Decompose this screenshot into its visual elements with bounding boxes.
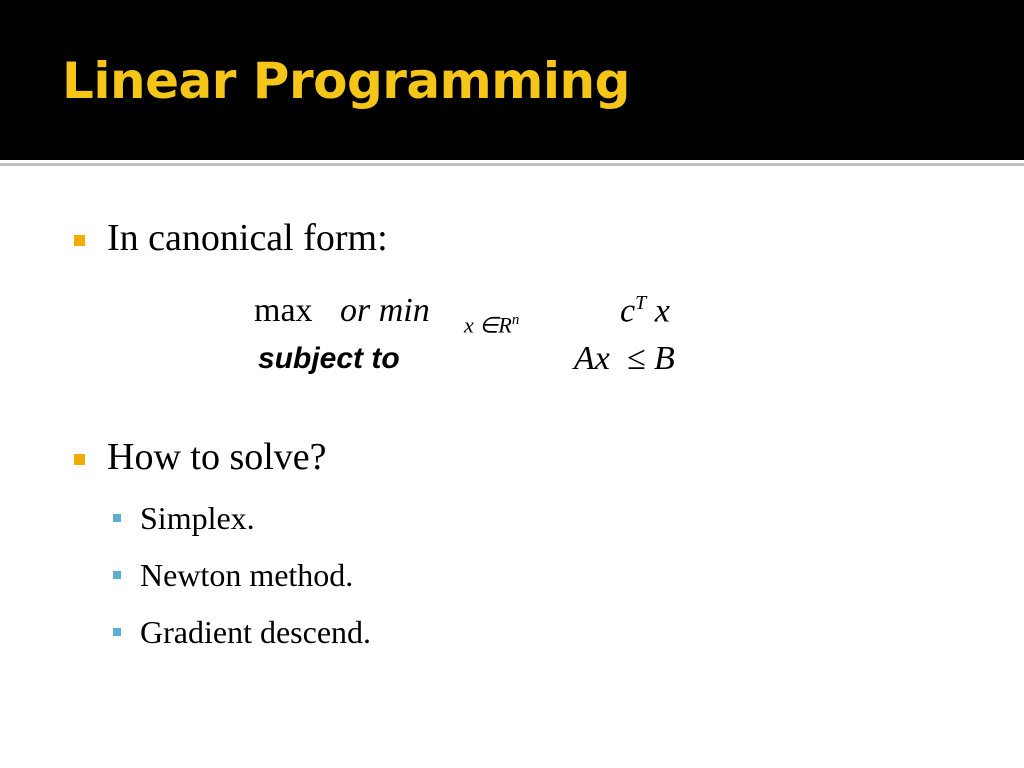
slide-title: Linear Programming <box>62 52 630 110</box>
bullet-marker-icon <box>74 454 85 465</box>
formula-domain-set: x ∈R <box>464 312 512 338</box>
formula-max: max <box>254 292 313 329</box>
formula-domain <box>464 312 519 338</box>
sub-bullet-marker-icon <box>113 514 121 522</box>
bullet-canonical-form: In canonical form: <box>107 217 388 259</box>
formula-obj-c: c <box>620 292 636 330</box>
formula-objective <box>620 292 670 330</box>
bullet-how-to-solve: How to solve? <box>107 436 327 478</box>
formula-constraint: Ax ≤ B <box>574 340 675 377</box>
bullet-marker-icon <box>74 235 85 246</box>
sub-bullet-simplex: Simplex. <box>140 500 255 536</box>
formula-domain-exp: n <box>511 312 520 328</box>
formula-obj-x: x <box>654 292 670 330</box>
title-divider <box>0 163 1024 166</box>
sub-bullet-gradient: Gradient descend. <box>140 614 372 650</box>
formula-obj-t: T <box>635 292 647 314</box>
sub-bullet-marker-icon <box>113 628 121 636</box>
formula-or-min: or min <box>340 292 430 329</box>
formula-subject-to: subject to <box>258 342 400 375</box>
lp-formula <box>250 288 720 388</box>
sub-bullet-marker-icon <box>113 571 121 579</box>
sub-bullet-newton: Newton method. <box>140 557 354 593</box>
